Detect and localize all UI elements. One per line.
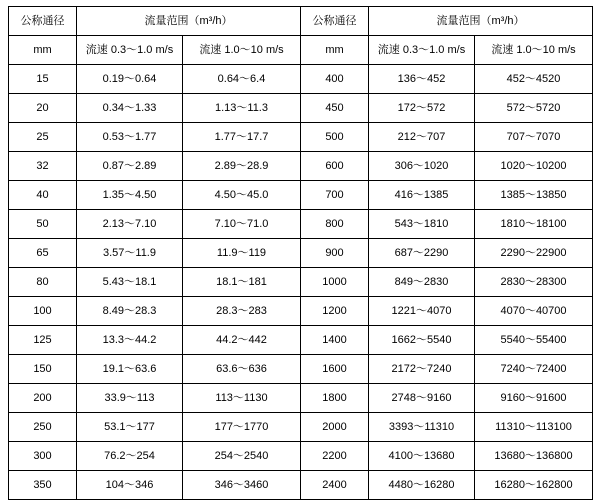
cell-nominal-diameter-right: 2400 [301, 471, 369, 500]
cell-flow-low-left: 0.19～0.64 [77, 65, 183, 94]
cell-flow-low-left: 5.43～18.1 [77, 268, 183, 297]
cell-nominal-diameter-left: 150 [9, 355, 77, 384]
cell-nominal-diameter-left: 20 [9, 94, 77, 123]
header-nominal-diameter-right: 公称通径 [301, 7, 369, 36]
table-row [9, 355, 593, 384]
cell-flow-low-right: 212～707 [369, 123, 475, 152]
header-velocity-high-left: 流速 1.0～10 m/s [183, 36, 301, 65]
cell-flow-high-left: 346～3460 [183, 471, 301, 500]
cell-flow-low-right: 4100～13680 [369, 442, 475, 471]
cell-flow-low-left: 0.34～1.33 [77, 94, 183, 123]
table-row [9, 239, 593, 268]
cell-flow-high-left: 2.89～28.9 [183, 152, 301, 181]
header-row-sub [9, 36, 593, 65]
table-row [9, 65, 593, 94]
cell-nominal-diameter-left: 250 [9, 413, 77, 442]
header-unit-left: mm [9, 36, 77, 65]
cell-nominal-diameter-right: 450 [301, 94, 369, 123]
cell-flow-high-right: 2290～22900 [475, 239, 593, 268]
cell-flow-high-left: 63.6～636 [183, 355, 301, 384]
cell-flow-low-right: 687～2290 [369, 239, 475, 268]
cell-nominal-diameter-right: 900 [301, 239, 369, 268]
table-row [9, 384, 593, 413]
header-velocity-low-left: 流速 0.3～1.0 m/s [77, 36, 183, 65]
cell-flow-low-left: 33.9～113 [77, 384, 183, 413]
cell-nominal-diameter-left: 32 [9, 152, 77, 181]
table-body [9, 65, 593, 500]
table-row [9, 326, 593, 355]
cell-flow-low-left: 76.2～254 [77, 442, 183, 471]
cell-nominal-diameter-left: 80 [9, 268, 77, 297]
table-row [9, 123, 593, 152]
cell-flow-low-right: 306～1020 [369, 152, 475, 181]
cell-flow-high-right: 707～7070 [475, 123, 593, 152]
cell-flow-low-right: 2172～7240 [369, 355, 475, 384]
table-header [9, 7, 593, 65]
cell-flow-low-left: 8.49～28.3 [77, 297, 183, 326]
cell-nominal-diameter-right: 2000 [301, 413, 369, 442]
cell-flow-high-right: 1020～10200 [475, 152, 593, 181]
cell-nominal-diameter-left: 50 [9, 210, 77, 239]
cell-nominal-diameter-left: 15 [9, 65, 77, 94]
cell-nominal-diameter-left: 40 [9, 181, 77, 210]
cell-flow-low-left: 0.87～2.89 [77, 152, 183, 181]
table-row [9, 181, 593, 210]
table-row [9, 471, 593, 500]
cell-nominal-diameter-right: 2200 [301, 442, 369, 471]
cell-flow-high-right: 16280～162800 [475, 471, 593, 500]
header-flow-range-right: 流量范围（m³/h） [369, 7, 593, 36]
cell-flow-high-left: 18.1～181 [183, 268, 301, 297]
header-row-main [9, 7, 593, 36]
cell-flow-low-left: 19.1～63.6 [77, 355, 183, 384]
cell-flow-low-right: 1221～4070 [369, 297, 475, 326]
cell-flow-high-right: 5540～55400 [475, 326, 593, 355]
table-row [9, 210, 593, 239]
cell-flow-high-left: 44.2～442 [183, 326, 301, 355]
cell-flow-low-right: 172～572 [369, 94, 475, 123]
cell-flow-low-right: 416～1385 [369, 181, 475, 210]
cell-flow-low-right: 543～1810 [369, 210, 475, 239]
header-nominal-diameter-left: 公称通径 [9, 7, 77, 36]
cell-flow-low-left: 0.53～1.77 [77, 123, 183, 152]
cell-flow-low-left: 104～346 [77, 471, 183, 500]
cell-flow-low-left: 2.13～7.10 [77, 210, 183, 239]
cell-nominal-diameter-left: 350 [9, 471, 77, 500]
cell-flow-high-right: 4070～40700 [475, 297, 593, 326]
table-row [9, 268, 593, 297]
cell-nominal-diameter-left: 65 [9, 239, 77, 268]
cell-flow-high-right: 1810～18100 [475, 210, 593, 239]
cell-flow-low-right: 4480～16280 [369, 471, 475, 500]
cell-flow-high-right: 452～4520 [475, 65, 593, 94]
cell-flow-high-right: 2830～28300 [475, 268, 593, 297]
cell-flow-low-right: 1662～5540 [369, 326, 475, 355]
cell-flow-low-right: 3393～11310 [369, 413, 475, 442]
cell-nominal-diameter-right: 1800 [301, 384, 369, 413]
header-unit-right: mm [301, 36, 369, 65]
cell-flow-high-right: 13680～136800 [475, 442, 593, 471]
cell-flow-low-right: 2748～9160 [369, 384, 475, 413]
cell-nominal-diameter-right: 1400 [301, 326, 369, 355]
cell-nominal-diameter-right: 1000 [301, 268, 369, 297]
cell-flow-low-left: 3.57～11.9 [77, 239, 183, 268]
cell-flow-high-left: 4.50～45.0 [183, 181, 301, 210]
cell-flow-high-right: 9160～91600 [475, 384, 593, 413]
cell-flow-high-left: 254～2540 [183, 442, 301, 471]
cell-nominal-diameter-right: 1600 [301, 355, 369, 384]
header-velocity-low-right: 流速 0.3～1.0 m/s [369, 36, 475, 65]
table-row [9, 94, 593, 123]
header-velocity-high-right: 流速 1.0～10 m/s [475, 36, 593, 65]
cell-flow-high-right: 7240～72400 [475, 355, 593, 384]
cell-nominal-diameter-left: 300 [9, 442, 77, 471]
cell-nominal-diameter-left: 100 [9, 297, 77, 326]
cell-flow-high-left: 11.9～119 [183, 239, 301, 268]
cell-flow-high-left: 7.10～71.0 [183, 210, 301, 239]
cell-flow-high-right: 1385～13850 [475, 181, 593, 210]
cell-nominal-diameter-right: 600 [301, 152, 369, 181]
cell-flow-high-left: 177～1770 [183, 413, 301, 442]
header-flow-range-left: 流量范围（m³/h） [77, 7, 301, 36]
cell-flow-low-left: 13.3～44.2 [77, 326, 183, 355]
cell-nominal-diameter-right: 800 [301, 210, 369, 239]
cell-nominal-diameter-left: 125 [9, 326, 77, 355]
cell-flow-high-left: 113～1130 [183, 384, 301, 413]
cell-flow-low-right: 136～452 [369, 65, 475, 94]
cell-nominal-diameter-right: 1200 [301, 297, 369, 326]
cell-flow-high-right: 11310～113100 [475, 413, 593, 442]
table-row [9, 442, 593, 471]
cell-flow-high-left: 28.3～283 [183, 297, 301, 326]
cell-flow-high-left: 1.77～17.7 [183, 123, 301, 152]
cell-flow-low-left: 53.1～177 [77, 413, 183, 442]
cell-flow-high-left: 0.64～6.4 [183, 65, 301, 94]
cell-nominal-diameter-right: 700 [301, 181, 369, 210]
table-row [9, 297, 593, 326]
cell-flow-low-right: 849～2830 [369, 268, 475, 297]
cell-flow-low-left: 1.35～4.50 [77, 181, 183, 210]
cell-flow-high-left: 1.13～11.3 [183, 94, 301, 123]
flow-range-table [8, 6, 593, 500]
table-row [9, 413, 593, 442]
cell-flow-high-right: 572～5720 [475, 94, 593, 123]
table-row [9, 152, 593, 181]
cell-nominal-diameter-right: 400 [301, 65, 369, 94]
cell-nominal-diameter-left: 200 [9, 384, 77, 413]
cell-nominal-diameter-left: 25 [9, 123, 77, 152]
cell-nominal-diameter-right: 500 [301, 123, 369, 152]
